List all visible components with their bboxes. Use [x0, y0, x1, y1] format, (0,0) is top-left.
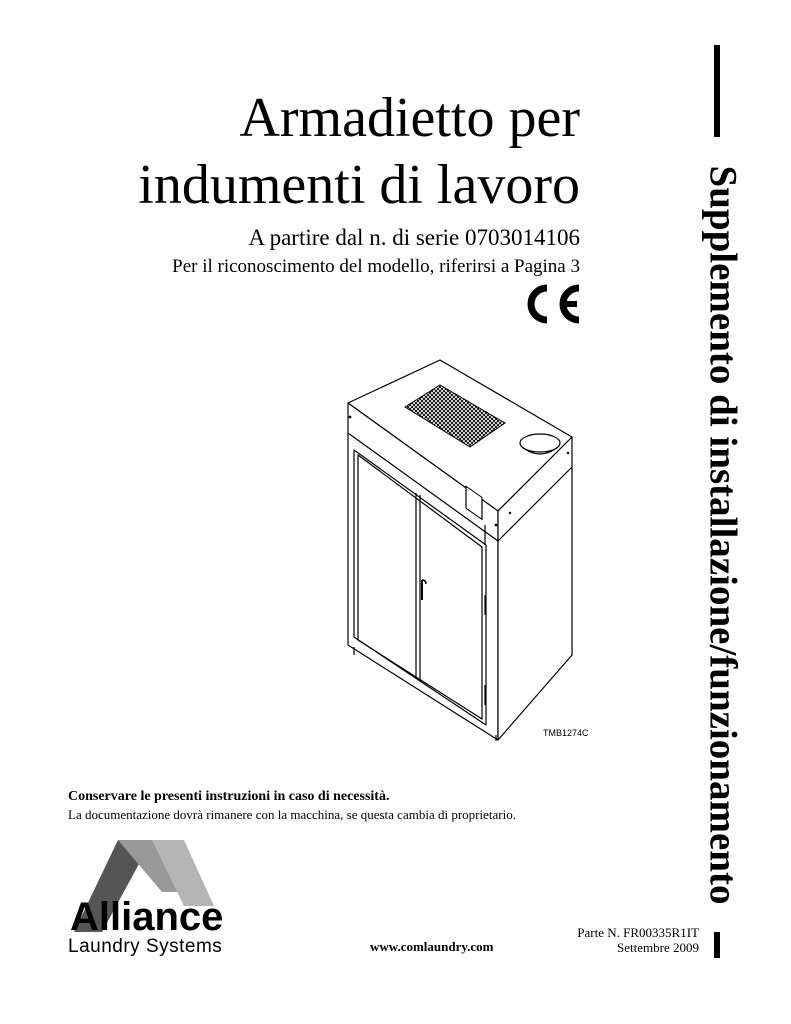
keep-instructions-heading: Conservare le presenti instruzioni in caso di necessità.	[68, 789, 390, 804]
website-link[interactable]: www.comlaundry.com	[370, 939, 494, 954]
title-line-2: indumenti di lavoro	[138, 154, 580, 216]
side-title: Supplemento di installazione/funzionamento	[701, 165, 745, 905]
part-info	[577, 925, 699, 955]
alliance-logo	[66, 832, 286, 962]
title-line-1: Armadietto per	[239, 87, 580, 149]
figure-code: TMB1274C	[543, 728, 589, 738]
side-title-container	[693, 140, 753, 930]
ce-mark-icon	[519, 282, 583, 326]
logo-tagline-text: Laundry Systems	[68, 936, 223, 957]
side-rule-bottom	[714, 932, 720, 958]
cabinet-illustration	[340, 355, 590, 750]
logo-brand-text: Alliance	[70, 895, 224, 939]
model-reference-text: Per il riconoscimento del modello, riferirsi a Pagina 3	[172, 256, 580, 277]
part-number: Parte N. FR00335R1IT	[577, 925, 699, 940]
serial-number-text: A partire dal n. di serie 0703014106	[248, 225, 580, 250]
documentation-note: La documentazione dovrà rimanere con la macchina, se questa cambia di proprietario.	[68, 807, 516, 822]
side-rule-top	[714, 45, 720, 137]
publication-date: Settembre 2009	[617, 940, 699, 955]
